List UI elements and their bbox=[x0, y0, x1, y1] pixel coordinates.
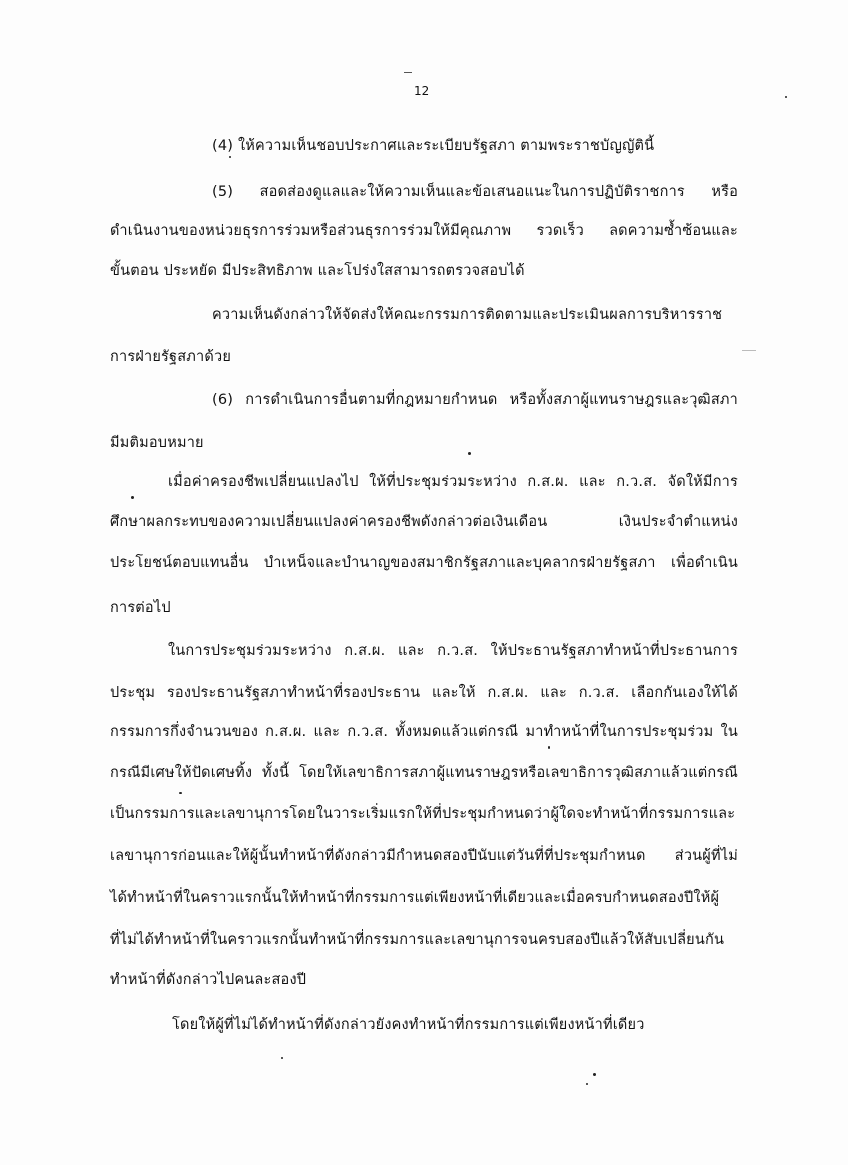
text-line-7: (6) การดำเนินการอื่นตามที่กฎหมายกำหนด หรือทั้งสภาผู้แทนราษฎรและวุฒิสภา bbox=[212, 392, 738, 408]
text-line-5: ความเห็นดังกล่าวให้จัดส่งให้คณะกรรมการติดตามและประเมินผลการบริหารราช bbox=[212, 307, 723, 323]
text-line-10: ศึกษาผลกระทบของความเปลี่ยนแปลงค่าครองชีพดังกล่าวต่อเงินเดือน เงินประจำตำแหน่ง bbox=[110, 514, 738, 530]
scan-speck bbox=[229, 156, 231, 158]
text-line-20: ที่ไม่ได้ทำหน้าที่ในคราวแรกนั้นทำหน้าที่กรรมการและเลขานุการจนครบสองปีแล้วให้สับเปลี่ยนกัน bbox=[110, 932, 725, 948]
text-line-9: เมื่อค่าครองชีพเปลี่ยนแปลงไป ให้ที่ประชุมร่วมระหว่าง ก.ส.ผ. และ ก.ว.ส. จัดให้มีการ bbox=[168, 474, 738, 490]
scan-speck bbox=[548, 746, 550, 749]
text-line-11: ประโยชน์ตอบแทนอื่น บำเหน็จและบำนาญของสมาชิกรัฐสภาและบุคลากรฝ่ายรัฐสภา เพื่อดำเนิน bbox=[110, 555, 738, 571]
text-line-19: ได้ทำหน้าที่ในคราวแรกนั้นให้ทำหน้าที่กรรมการแต่เพียงหน้าที่เดียวและเมื่อครบกำหนดสองปีให้ผู้ bbox=[110, 890, 720, 906]
text-line-2: (5) สอดส่องดูแลและให้ความเห็นและข้อเสนอแนะในการปฏิบัติราชการ หรือ bbox=[212, 184, 738, 200]
text-line-13: ในการประชุมร่วมระหว่าง ก.ส.ผ. และ ก.ว.ส. ให้ประธานรัฐสภาทำหน้าที่ประธานการ bbox=[168, 643, 738, 659]
scan-speck bbox=[593, 1073, 596, 1076]
text-line-22: โดยให้ผู้ที่ไม่ได้ทำหน้าที่ดังกล่าวยังคงทำหน้าที่กรรมการแต่เพียงหน้าที่เดียว bbox=[172, 1017, 645, 1033]
text-line-3: ดำเนินงานของหน่วยธุรการร่วมหรือส่วนธุรการร่วมให้มีคุณภาพ รวดเร็ว ลดความซ้ำซ้อนและ bbox=[110, 223, 738, 239]
text-line-8: มีมติมอบหมาย bbox=[110, 435, 204, 451]
scan-speck bbox=[404, 72, 412, 73]
scan-speck bbox=[179, 792, 182, 794]
text-line-21: ทำหน้าที่ดังกล่าวไปคนละสองปี bbox=[110, 972, 307, 988]
scan-speck bbox=[468, 452, 471, 455]
page-number: 12 bbox=[414, 84, 430, 98]
text-line-6: การฝ่ายรัฐสภาด้วย bbox=[110, 349, 232, 365]
text-line-17: เป็นกรรมการและเลขานุการโดยในวาระเริ่มแรกให้ที่ประชุมกำหนดว่าผู้ใดจะทำหน้าที่กรรมการและ bbox=[110, 806, 736, 822]
scan-speck bbox=[131, 496, 134, 499]
scan-speck bbox=[586, 1083, 588, 1085]
text-line-18: เลขานุการก่อนและให้ผู้นั้นทำหน้าที่ดังกล่าวมีกำหนดสองปีนับแต่วันที่ที่ประชุมกำหนด ส่วนผู้ที่ไม่ bbox=[110, 848, 738, 864]
text-line-15: กรรมการกึ่งจำนวนของ ก.ส.ผ. และ ก.ว.ส. ทั้งหมดแล้วแต่กรณี มาทำหน้าที่ในการประชุมร่วม ใน bbox=[110, 724, 738, 740]
scan-speck bbox=[785, 96, 787, 98]
text-line-1: (4) ให้ความเห็นชอบประกาศและระเบียบรัฐสภา ตามพระราชบัญญัตินี้ bbox=[212, 138, 655, 154]
text-line-14: ประชุม รองประธานรัฐสภาทำหน้าที่รองประธาน และให้ ก.ส.ผ. และ ก.ว.ส. เลือกกันเองให้ได้ bbox=[110, 685, 738, 701]
text-line-4: ขั้นตอน ประหยัด มีประสิทธิภาพ และโปร่งใสสามารถตรวจสอบได้ bbox=[110, 263, 525, 279]
scan-speck bbox=[742, 350, 756, 351]
text-line-16: กรณีมีเศษให้ปัดเศษทิ้ง ทั้งนี้ โดยให้เลขาธิการสภาผู้แทนราษฎรหรือเลขาธิการวุฒิสภาแล้วแต่กรณี bbox=[110, 765, 738, 781]
text-line-12: การต่อไป bbox=[110, 600, 171, 616]
scan-speck bbox=[281, 1057, 283, 1059]
